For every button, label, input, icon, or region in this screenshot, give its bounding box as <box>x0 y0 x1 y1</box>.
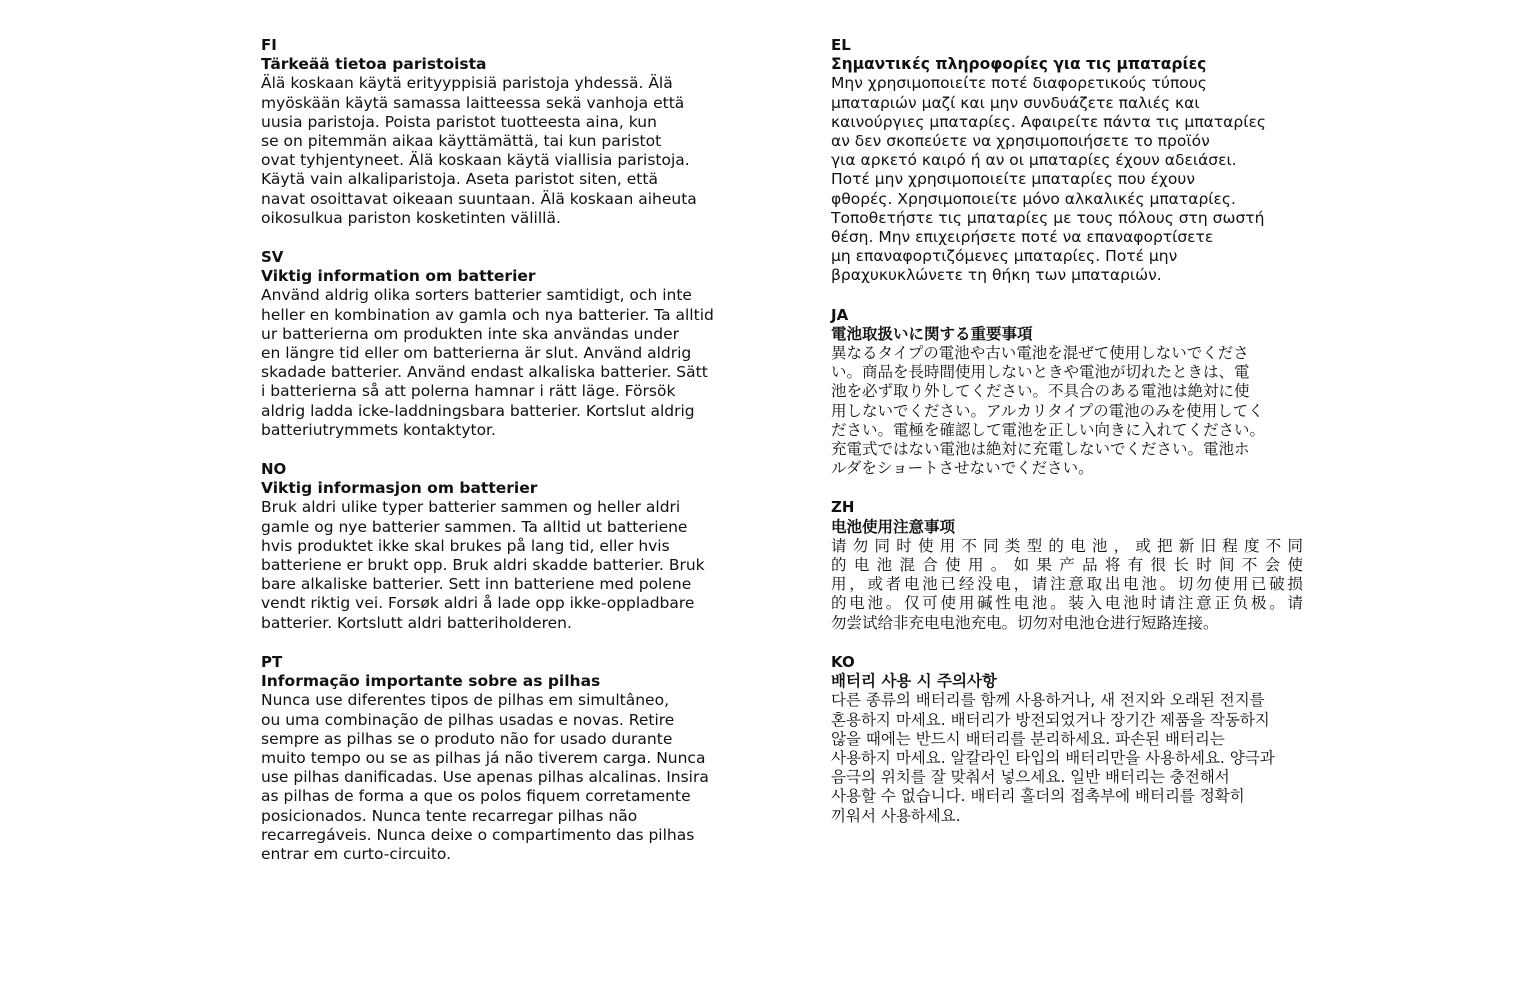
body-line: 的电池。仅可使用碱性电池。装入电池时请注意正负极。请 <box>831 594 1303 613</box>
body-line: 음극의 위치를 잘 맞춰서 넣으세요. 일반 배터리는 충전해서 <box>831 768 1230 787</box>
body-line: Använd aldrig olika sorters batterier samtidigt, och inte <box>261 286 692 305</box>
body-line: 充電式ではない電池は絶対に充電しないでください。電池ホ <box>831 440 1250 459</box>
body-line: as pilhas de forma a que os polos fiquem corretamente <box>261 787 691 806</box>
body-line: hvis produktet ikke skal brukes på lang tid, eller hvis <box>261 536 670 555</box>
section-el <box>831 36 1331 286</box>
body-line: φθορές. Χρησιμοποιείτε μόνο αλκαλικές μπαταρίες. <box>831 189 1236 208</box>
section-heading: Viktig information om batterier <box>261 267 536 286</box>
body-line: 用，或者电池已经没电，请注意取出电池。切勿使用已破损 <box>831 575 1303 594</box>
body-line: 的电池混合使用。如果产品将有很长时间不会使 <box>831 556 1303 575</box>
language-code: EL <box>831 36 851 54</box>
body-line: Käytä vain alkaliparistoja. Aseta paristot siten, että <box>261 170 658 189</box>
section-body <box>831 537 1331 633</box>
body-line: 사용할 수 없습니다. 배터리 홀더의 접촉부에 배터리를 정확히 <box>831 787 1245 806</box>
body-line: καινούργιες μπαταρίες. Αφαιρείτε πάντα τις μπαταρίες <box>831 112 1266 131</box>
body-line: 않을 때에는 반드시 배터리를 분리하세요. 파손된 배터리는 <box>831 729 1225 748</box>
body-line: 혼용하지 마세요. 배터리가 방전되었거나 장기간 제품을 작동하지 <box>831 710 1270 729</box>
body-line: ur batterierna om produkten inte ska användas under <box>261 324 680 343</box>
section-body <box>831 74 1331 285</box>
body-line: 勿尝试给非充电电池充电。切勿对电池仓进行短路连接。 <box>831 613 1219 632</box>
body-line: 끼워서 사용하세요. <box>831 806 961 825</box>
body-line: βραχυκυκλώνετε τη θήκη των μπαταριών. <box>831 266 1162 285</box>
section-heading: Tärkeää tietoa paristoista <box>261 55 487 74</box>
section-heading: Σημαντικές πληροφορίες για τις μπαταρίες <box>831 55 1207 74</box>
body-line: 사용하지 마세요. 알칼라인 타입의 배터리만을 사용하세요. 양극과 <box>831 748 1275 767</box>
body-line: 池を必ず取り外してください。不具合のある電池は絶対に使 <box>831 382 1250 401</box>
body-line: skadade batterier. Använd endast alkaliska batterier. Sätt <box>261 363 708 382</box>
language-code: NO <box>261 460 287 479</box>
body-line: oikosulkua pariston kosketinten välillä. <box>261 208 561 227</box>
section-no <box>261 460 761 633</box>
body-line: aldrig ladda icke-laddningsbara batterier. Kortslut aldrig <box>261 401 695 420</box>
body-line: い。商品を長時間使用しないときや電池が切れたときは、電 <box>831 363 1250 382</box>
body-line: 用しないでください。アルカリタイプの電池のみを使用してく <box>831 401 1264 420</box>
body-line: i batterierna så att polerna hamnar i rätt läge. Försök <box>261 382 676 401</box>
section-ko <box>831 653 1331 826</box>
body-line: αν δεν σκοπεύετε να χρησιμοποιήσετε το προϊόν <box>831 132 1210 151</box>
body-line: posicionados. Nunca tente recarregar pilhas não <box>261 806 638 825</box>
body-line: ou uma combinação de pilhas usadas e novas. Retire <box>261 710 675 729</box>
section-pt <box>261 653 761 864</box>
section-heading: 电池使用注意事项 <box>831 517 956 536</box>
section-ja <box>831 306 1331 479</box>
body-line: heller en kombination av gamla och nya batterier. Ta alltid <box>261 305 714 324</box>
body-line: Τοποθετήστε τις μπαταρίες με τους πόλους στη σωστή <box>831 208 1265 227</box>
section-body <box>831 344 1331 478</box>
section-body <box>261 498 761 632</box>
body-line: batteriutrymmets kontaktytor. <box>261 420 496 439</box>
right-column <box>831 36 1331 846</box>
body-line: 请勿同时使用不同类型的电池，或把新旧程度不同 <box>831 536 1303 555</box>
left-column <box>261 36 761 884</box>
body-line: batterier. Kortslutt aldri batteriholderen. <box>261 613 572 632</box>
language-code: JA <box>831 305 849 324</box>
body-line: μη επαναφορτιζόμενες μπαταρίες. Ποτέ μην <box>831 247 1178 266</box>
section-heading: 電池取扱いに関する重要事項 <box>831 324 1033 343</box>
body-line: uusia paristoja. Poista paristot tuotteesta aina, kun <box>261 112 657 131</box>
body-line: vendt riktig vei. Forsøk aldri å lade opp ikke-oppladbare <box>261 594 695 613</box>
body-line: batteriene er brukt opp. Bruk aldri skadde batterier. Bruk <box>261 556 705 575</box>
body-line: μπαταριών μαζί και μην συνδυάζετε παλιές και <box>831 93 1200 112</box>
section-sv <box>261 248 761 440</box>
body-line: myöskään käytä samassa laitteessa sekä vanhoja että <box>261 93 685 112</box>
body-line: se on pitemmän aikaa käyttämättä, tai kun paristot <box>261 132 662 151</box>
language-code: KO <box>831 652 855 671</box>
body-line: 다른 종류의 배터리를 함께 사용하거나, 새 전지와 오래된 전지를 <box>831 691 1265 710</box>
body-line: Bruk aldri ulike typer batterier sammen og heller aldri <box>261 498 681 517</box>
section-body <box>261 74 761 228</box>
body-line: use pilhas danificadas. Use apenas pilhas alcalinas. Insira <box>261 768 709 787</box>
body-line: bare alkaliske batterier. Sett inn batteriene med polene <box>261 575 692 594</box>
body-line: ルダをショートさせないでください。 <box>831 459 1094 478</box>
section-fi <box>261 36 761 228</box>
body-line: ださい。電極を確認して電池を正しい向きに入れてください。 <box>831 420 1266 439</box>
section-heading: Viktig informasjon om batterier <box>261 479 538 498</box>
language-code: FI <box>261 36 277 54</box>
body-line: για αρκετό καιρό ή αν οι μπαταρίες έχουν αδειάσει. <box>831 151 1237 170</box>
language-code: ZH <box>831 498 855 517</box>
body-line: Ποτέ μην χρησιμοποιείτε μπαταρίες που έχουν <box>831 170 1195 189</box>
language-code: SV <box>261 248 284 267</box>
body-line: Nunca use diferentes tipos de pilhas em simultâneo, <box>261 691 670 710</box>
body-line: Älä koskaan käytä erityyppisiä paristoja yhdessä. Älä <box>261 74 673 93</box>
body-line: muito tempo ou se as pilhas já não tiverem carga. Nunca <box>261 748 706 767</box>
section-body <box>261 286 761 440</box>
body-line: navat osoittavat oikeaan suuntaan. Älä koskaan aiheuta <box>261 189 697 208</box>
body-line: θέση. Μην επιχειρήσετε ποτέ να επαναφορτίσετε <box>831 228 1214 247</box>
body-line: gamle og nye batterier sammen. Ta alltid ut batteriene <box>261 517 688 536</box>
body-line: sempre as pilhas se o produto não for usado durante <box>261 729 673 748</box>
section-heading: 배터리 사용 시 주의사항 <box>831 672 997 691</box>
language-code: PT <box>261 652 283 671</box>
section-body <box>261 691 761 864</box>
section-body <box>831 691 1331 825</box>
section-zh <box>831 498 1331 632</box>
section-heading: Informação importante sobre as pilhas <box>261 672 601 691</box>
body-line: entrar em curto-circuito. <box>261 844 452 863</box>
body-line: recarregáveis. Nunca deixe o compartimento das pilhas <box>261 825 695 844</box>
body-line: 異なるタイプの電池や古い電池を混ぜて使用しないでくださ <box>831 344 1249 363</box>
body-line: en längre tid eller om batterierna är slut. Använd aldrig <box>261 344 692 363</box>
body-line: Μην χρησιμοποιείτε ποτέ διαφορετικούς τύπους <box>831 74 1207 93</box>
body-line: ovat tyhjentyneet. Älä koskaan käytä viallisia paristoja. <box>261 151 690 170</box>
